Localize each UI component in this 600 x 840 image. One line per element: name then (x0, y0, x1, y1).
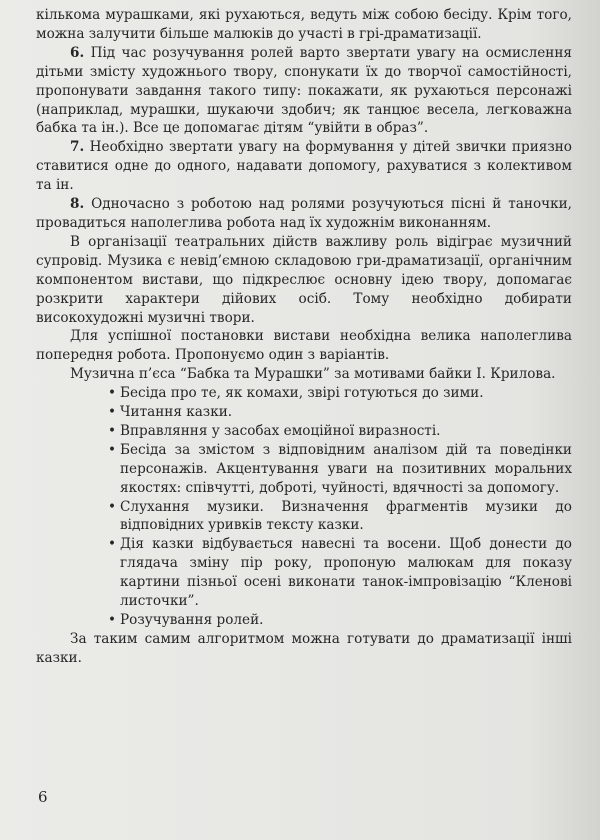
item-6-text: Під час розучування ролей варто звертати увагу на осмислення дітьми змісту художнього твору, спонукати їх до творчої самостійності, пропонувати завдання такого типу: покажати, як рухаються персонажі (наприклад, мурашки, шукаючи здобич; як танцює весела, легковажна бабка та ін.). Все це допомагає дітям “увійти в образ”. (36, 44, 572, 137)
step-text: Вправляння у засобах емоційної виразності. (120, 422, 441, 439)
intro-line-1: кількома мурашками, які рухаються, ведуть між собою бесіду. Крім (36, 7, 532, 23)
step-item (36, 441, 572, 498)
step-item (36, 422, 572, 441)
step-item (36, 403, 572, 422)
item-7 (36, 138, 572, 195)
bullet-icon: • (108, 536, 117, 553)
bullet-icon: • (108, 385, 117, 402)
step-item (36, 535, 572, 611)
step-text: Бесіда про те, як комахи, звірі готуються до зими. (120, 385, 484, 402)
item-6 (36, 44, 572, 139)
bullet-icon: • (108, 498, 117, 515)
step-item (36, 611, 572, 630)
step-text: Слухання музики. Визначення фрагментів музики до відповідних уривків тексту казки. (120, 498, 572, 534)
step-item (36, 498, 572, 536)
step-text: Бесіда за змістом з відповідним аналізом дій та поведінки персонажів. Акцентування уваги на позитивних моральних якостях: співчутті, доброті, чуйності, вдячності за допомогу. (120, 441, 572, 496)
item-8-number: 8. (70, 196, 85, 213)
item-7-number: 7. (70, 139, 85, 156)
intro-paragraph (36, 6, 572, 44)
intro-line-2: того, можна залучити більше малюків до участі в грі-драматизації. (36, 7, 572, 42)
item-8 (36, 195, 572, 233)
preparation-paragraph: Для успішної постановки вистави необхідна велика наполеглива попередня робота. Пропонуємо один з варіантів. (36, 328, 572, 364)
bullet-icon: • (108, 612, 117, 628)
item-8-text: Одночасно з роботою над ролями розучуються пісні й таночки, провадиться наполеглива робота над їх художнім виконанням. (36, 196, 572, 231)
bullet-icon: • (108, 404, 117, 421)
item-7-text: Необхідно звертати увагу на формування у дітей звички приязно ставитися одне до одного, надавати допомогу, рахуватися з колективом та ін. (36, 139, 572, 194)
bullet-icon: • (108, 441, 117, 458)
play-paragraph: Музична п’єса “Бабка та Мурашки” за мотивами байки І. Крилова. (70, 366, 556, 383)
step-text: Дія казки відбувається навесні та восени. Щоб донести до глядача зміну пір року, пропоную малюкам для показу картини пізньої осені виконати танок-імпровізацію “Кленові листочки”. (120, 536, 572, 610)
page-text (36, 6, 572, 668)
music-paragraph: В організації театральних дійств важливу роль відіграє музичний супровід. Музика є невід’ємною складовою гри-драматизації, органічним компонентом вистави, що підкреслює основну ідею твору, допомагає розкрити характери дійових осіб. Тому необхідно добирати високохудожні музичні твори. (36, 233, 572, 326)
page-number: 6 (38, 788, 48, 806)
step-item (36, 384, 572, 403)
steps-list (36, 384, 572, 630)
step-text: Читання казки. (120, 404, 233, 421)
item-6-number: 6. (70, 44, 85, 61)
step-text: Розучування ролей. (120, 612, 264, 628)
final-paragraph: За таким самим алгоритмом можна готувати до драматизації інші казки. (36, 630, 572, 666)
bullet-icon: • (108, 422, 117, 439)
